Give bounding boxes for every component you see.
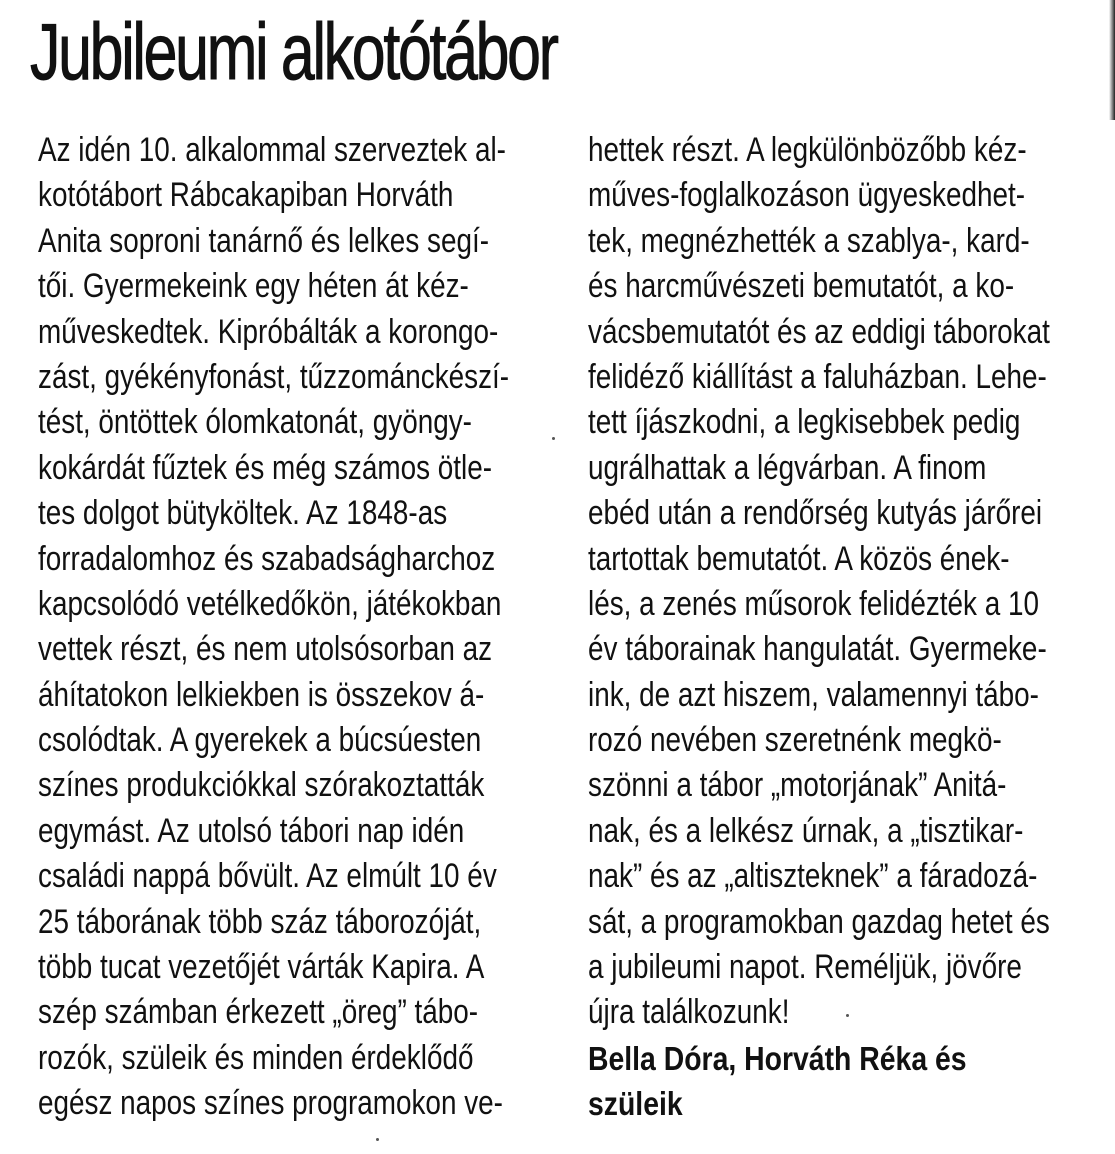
text-line: áhítatokon lelkiekben is összekov á- (38, 675, 485, 714)
text-line: családi nappá bővült. Az elmúlt 10 év (38, 857, 497, 896)
scan-speck (376, 1138, 379, 1141)
scan-speck (552, 437, 555, 440)
text-line: nak, és a lelkész úrnak, a „tisztikar- (588, 811, 1024, 850)
text-line: vettek részt, és nem utolsósorban az (38, 630, 493, 669)
text-line: forradalomhoz és szabadságharchoz (38, 539, 496, 578)
text-line: műves-foglalkozáson ügyeskedhet- (588, 176, 1026, 215)
text-line: zást, gyékényfonást, tűzzománckészí- (38, 357, 510, 396)
text-line: tes dolgot bütyköltek. Az 1848-as (38, 494, 448, 533)
text-line: színes produkciókkal szórakoztatták (38, 766, 485, 805)
text-line: újra találkozunk! (588, 993, 790, 1032)
text-line: rozó nevében szeretnénk megkö- (588, 721, 1002, 760)
text-line: év táborainak hangulatát. Gyermeke- (588, 630, 1047, 669)
text-line: egész napos színes programokon ve- (38, 1084, 503, 1123)
article-column-left (38, 128, 612, 1127)
text-line: több tucat vezetőjét várták Kapira. A (38, 948, 485, 987)
text-line: kokárdát fűztek és még számos ötle- (38, 448, 493, 487)
text-line: 25 táborának több száz táborozóját, (38, 902, 482, 941)
signature-line: Bella Dóra, Horváth Réka és (588, 1039, 967, 1077)
text-line: nak” és az „altiszteknek” a fáradozá- (588, 857, 1038, 896)
text-line: ugrálhattak a légvárban. A finom (588, 448, 987, 487)
text-line: ebéd után a rendőrség kutyás járőrei (588, 494, 1043, 533)
text-line: egymást. Az utolsó tábori nap idén (38, 811, 465, 850)
text-line: tői. Gyermekeink egy héten át kéz- (38, 267, 469, 306)
text-line: csolódtak. A gyerekek a búcsúesten (38, 721, 482, 760)
text-line: tést, öntöttek ólomkatonát, gyöngy- (38, 403, 472, 442)
text-line: kotótábort Rábcakapiban Horváth (38, 176, 454, 215)
scan-edge-shadow (1109, 0, 1115, 120)
article-title: Jubileumi alkotótábor (30, 7, 557, 96)
text-line: Az idén 10. alkalommal szerveztek al- (38, 131, 506, 169)
text-line: sát, a programokban gazdag hetet és (588, 902, 1050, 941)
text-line: műveskedtek. Kipróbálták a korongo- (38, 312, 499, 351)
text-line: szönni a tábor „motorjának” Anitá- (588, 766, 1007, 805)
text-line: szép számban érkezett „öreg” tábo- (38, 993, 479, 1032)
text-line: rozók, szüleik és minden érdeklődő (38, 1038, 474, 1077)
text-line: tartottak bemutatót. A közös ének- (588, 539, 1010, 578)
text-line: felidéző kiállítást a faluházban. Lehe- (588, 357, 1047, 396)
text-line: ink, de azt hiszem, valamennyi tábo- (588, 675, 1039, 714)
article-column-right (588, 128, 1115, 1127)
text-line: tett íjászkodni, a legkisebbek pedig (588, 403, 1021, 442)
scan-speck (846, 1014, 849, 1017)
text-line: hettek részt. A legkülönbözőbb kéz- (588, 131, 1027, 169)
text-line: tek, megnézhették a szablya-, kard- (588, 221, 1030, 260)
text-line: lés, a zenés műsorok felidézték a 10 (588, 584, 1039, 623)
text-line: vácsbemutatót és az eddigi táborokat (588, 312, 1050, 351)
signature-line: szüleik (588, 1085, 683, 1123)
text-line: és harcművészeti bemutatót, a ko- (588, 267, 1015, 306)
text-line: Anita soproni tanárnő és lelkes segí- (38, 221, 489, 260)
text-line: a jubileumi napot. Reméljük, jövőre (588, 948, 1022, 987)
text-line: kapcsolódó vetélkedőkön, játékokban (38, 584, 502, 623)
